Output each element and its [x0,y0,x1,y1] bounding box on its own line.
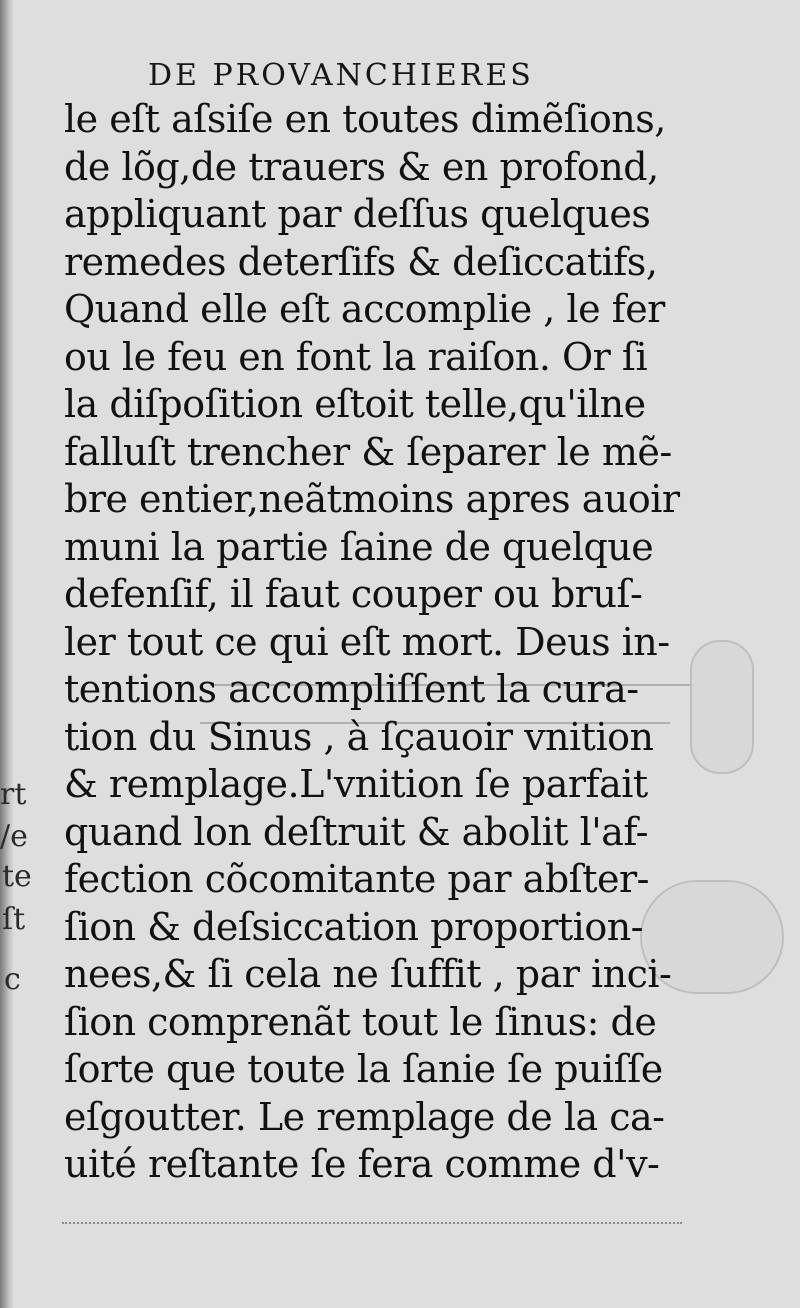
text-line: tentions accompliſſent la cura- [64,667,639,711]
text-line: tion du Sinus , à ſçauoir vnition [64,714,654,759]
text-line: de lõg,de trauers & en profond, [64,144,659,189]
text-line: ou le feu en font la raiſon. Or ſi [64,334,648,379]
bleed-text: /e [0,819,28,854]
bleed-text: te [2,859,32,894]
running-head: DE PROVANCHIERES [148,58,534,93]
text-line: & remplage.L'vnition ſe parfait [64,762,648,806]
text-line: appliquant par deſſus quelques [64,192,651,236]
bleed-text: c [4,962,21,997]
facing-page-bleed [0,0,40,1308]
page-foot-rule [62,1212,682,1224]
text-line: defenſif, il faut couper ou bruſ- [64,572,643,616]
text-line: eſgoutter. Le remplage de la ca- [64,1094,665,1139]
text-line: le eſt aſsiſe en toutes dimẽſions, [64,97,666,141]
body-text [64,96,704,1189]
text-line: quand lon deſtruit & abolit l'af- [64,809,648,854]
text-line: remedes deterſifs & deſiccatifs, [64,239,658,284]
text-line: uité reſtante ſe fera comme d'v- [64,1142,660,1186]
text-line: la diſpoſition eſtoit telle,qu'ilne [64,382,646,426]
text-line: ſion & deſsiccation proportion- [64,904,644,949]
text-line: nees,& ſi cela ne ſuffit , par inci- [64,952,672,996]
text-line: ler tout ce qui eſt mort. Deus in- [64,619,670,664]
text-line: ſorte que toute la ſanie ſe puiſſe [64,1047,663,1091]
text-line: ſion comprenãt tout le ſinus: de [64,999,657,1044]
bleed-text: rt [0,777,27,812]
text-line: fection cõcomitante par abſter- [64,857,649,901]
text-line: Quand elle eſt accomplie , le fer [64,287,665,331]
text-line: falluſt trencher & ſeparer le mẽ- [64,429,672,474]
bleed-text: ſt [2,902,26,937]
text-line: bre entier,neãtmoins apres auoir [64,477,680,521]
text-line: muni la partie ſaine de quelque [64,524,654,569]
